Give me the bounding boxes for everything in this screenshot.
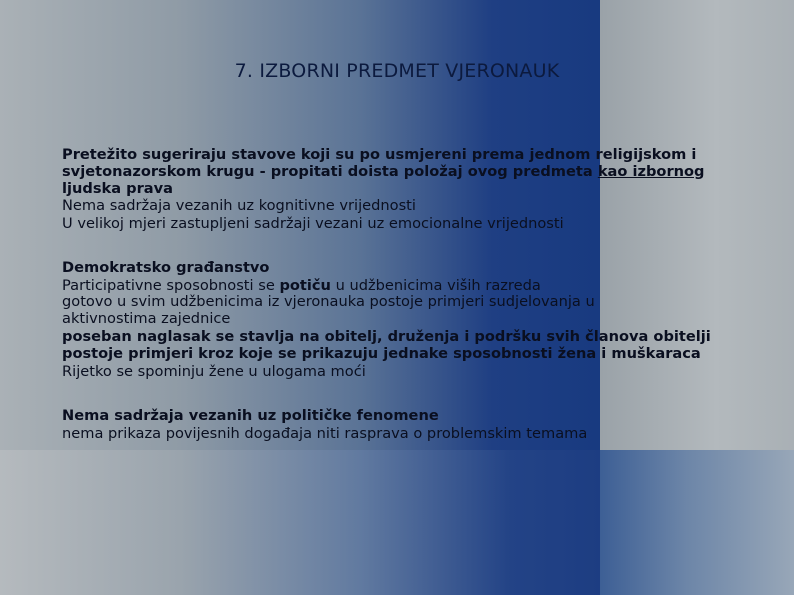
section-2-line-2-bold: potiču	[279, 276, 331, 294]
section-2-line-7: Rijetko se spominju žene u ulogama moći	[62, 362, 366, 380]
section-2-line-1: Demokratsko građanstvo	[62, 259, 270, 276]
section-2-line-6: postoje primjeri kroz koje se prikazuju jednake sposobnosti žena i muškaraca	[62, 345, 701, 362]
section-2-line-5: poseban naglasak se stavlja na obitelj, druženja i podršku svih članova obitelji	[62, 327, 711, 345]
section-1-line-3: ljudska prava	[62, 179, 174, 197]
section-2-line-2	[62, 277, 742, 295]
section-3-line-1: Nema sadržaja vezanih uz političke fenomene	[62, 407, 439, 424]
section-1-line-5: U velikoj mjeri zastupljeni sadržaji vezani uz emocionalne vrijednosti	[62, 214, 564, 232]
slide-content	[62, 146, 742, 442]
section-1-line-2	[62, 164, 742, 180]
section-1-line-2-prefix: svjetonazorskom krugu - propitati doista položaj ovog predmeta	[62, 162, 598, 180]
background-right-bottom	[600, 450, 794, 595]
section-1	[62, 146, 742, 232]
section-3	[62, 407, 742, 442]
section-2-line-4: aktivnostima zajednice	[62, 310, 231, 327]
section-2	[62, 259, 742, 380]
section-1-line-4: Nema sadržaja vezanih uz kognitivne vrijednosti	[62, 197, 416, 214]
section-2-line-2-suffix: u udžbenicima viših razreda	[330, 276, 541, 294]
section-3-line-2: nema prikaza povijesnih događaja niti rasprava o problemskim temama	[62, 424, 588, 442]
section-2-line-2-prefix: Participativne sposobnosti se	[62, 276, 280, 294]
section-2-line-3: gotovo u svim udžbenicima iz vjeronauka postoje primjeri sudjelovanja u	[62, 293, 595, 310]
section-1-line-1: Pretežito sugeriraju stavove koji su po usmjereni prema jednom religijskom i	[62, 146, 697, 163]
slide-title	[0, 60, 794, 82]
section-1-line-2-underlined: kao izbornog	[597, 162, 705, 180]
slide-title-text: 7. IZBORNI PREDMET VJERONAUK	[234, 60, 560, 82]
background-bottom-left	[0, 450, 600, 595]
